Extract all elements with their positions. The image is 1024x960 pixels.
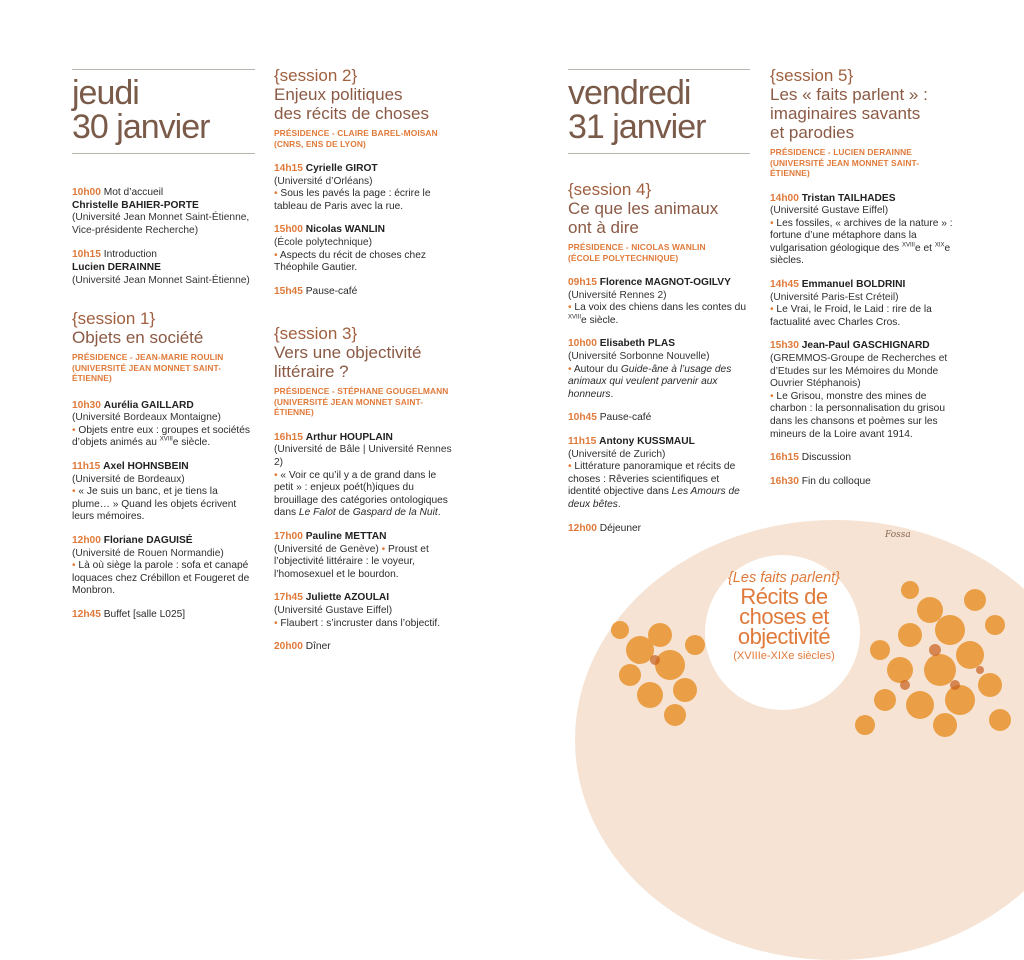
entry-time: 14h15 [274, 163, 303, 174]
talk-title: Flaubert : s’incruster dans l’objectif. [280, 617, 441, 629]
session-4-title-line-1: Ce que les animaux [568, 199, 719, 218]
speaker-name: Nicolas WANLIN [305, 224, 385, 236]
talk-title: e et [914, 242, 935, 254]
work-title: Le Falot [298, 507, 336, 519]
talk-title: Les fossiles, « archives de la nature » : fortune d’une métaphore dans la vulgarisation géologique des [770, 217, 953, 254]
thursday-column-2 [274, 0, 458, 654]
century-numeral: XVIII [901, 242, 915, 249]
entry-label: Fin du colloque [801, 475, 871, 487]
entry-time: 09h15 [568, 277, 597, 288]
session-2-title-line-2: des récits de choses [274, 104, 429, 123]
entry-label: Buffet [salle L025] [103, 608, 186, 620]
day-date: 30 janvier [72, 108, 210, 146]
program-entry [274, 286, 458, 299]
session-3-label: {session 3} [274, 324, 358, 344]
day-name: vendredi [568, 74, 691, 112]
entry-time: 15h30 [770, 340, 799, 352]
century-numeral: XVIII [568, 314, 582, 321]
program-entry [274, 432, 458, 520]
entry-time: 16h15 [770, 452, 799, 464]
bullet-icon: • [274, 249, 278, 261]
artist-signature: Fossa [885, 530, 911, 540]
entry-time: 12h00 [568, 522, 597, 534]
speaker-name: Christelle BAHIER-PORTE [72, 199, 199, 211]
bullet-icon: • [568, 302, 572, 314]
entry-time: 16h30 [770, 475, 799, 487]
entry-time: 11h15 [72, 461, 101, 473]
program-entry [274, 641, 458, 654]
talk-title: . [437, 507, 441, 519]
session-1-title: Objets en société [72, 328, 204, 348]
talk-title: La voix des chiens dans les contes du [574, 302, 747, 314]
bullet-icon: • [72, 486, 76, 498]
chair-line: (CNRS, ENS DE LYON) [274, 138, 366, 149]
speaker-affiliation: (Université Gustave Eiffel) [274, 604, 393, 616]
talk-title: e siècles. [770, 242, 951, 267]
day-bottom-rule [568, 153, 750, 154]
speaker-name: Elisabeth PLAS [599, 338, 676, 350]
entry-time: 15h45 [274, 285, 303, 297]
program-entry [568, 338, 750, 401]
friday-column-2 [770, 0, 955, 488]
session-2-title-line-1: Enjeux politiques [274, 85, 403, 104]
speaker-affiliation: (Université Gustave Eiffel) [770, 205, 889, 217]
bullet-icon: • [274, 469, 278, 481]
title-badge [705, 570, 863, 663]
entry-label: Discussion [801, 452, 851, 464]
talk-title: Le Vrai, le Froid, le Laid : rire de la factualité avec Charles Cros. [770, 304, 932, 328]
session-5-chair [770, 147, 955, 179]
speaker-name: Arthur HOUPLAIN [305, 431, 393, 443]
thursday-column-1 [72, 0, 255, 622]
program-entry [72, 249, 255, 287]
talk-title: « Voir ce qu’il y a de grand dans le petit » : enjeux poét(h)iques du brouillage des catégories ontologiques dans [274, 469, 448, 519]
session-3-chair [274, 386, 458, 418]
session-5-label: {session 5} [770, 66, 854, 85]
bullet-icon: • [274, 617, 278, 629]
speaker-affiliation: (Université Jean Monnet Saint-Étienne) [72, 274, 250, 286]
program-entry [274, 224, 458, 274]
bullet-icon: • [381, 543, 386, 555]
program-entry [770, 452, 955, 465]
badge-line-2: choses et [739, 604, 829, 629]
chair-line: PRÉSIDENCE - STÉPHANE GOUGELMANN [274, 386, 449, 397]
speaker-affiliation: (Université de Bordeaux) [72, 473, 185, 485]
entry-label: Déjeuner [599, 522, 642, 534]
session-2-label: {session 2} [274, 66, 358, 85]
talk-title: Sous les pavés la page : écrire le tableau de Paris avec la rue. [274, 188, 431, 212]
session-1-label: {session 1} [72, 309, 156, 329]
session-3-title-line-2: littéraire ? [274, 362, 349, 382]
speaker-name: Tristan TAILHADES [801, 192, 896, 204]
speaker-affiliation: (Université Rennes 2) [568, 289, 667, 301]
talk-title: Proust et l’objectivité littéraire : le voyeur, l’homosexuel et le bourdon. [274, 543, 429, 580]
speaker-affiliation: (Université de Rouen Normandie) [72, 547, 224, 559]
talk-title: Autour du [573, 363, 621, 375]
program-entry [770, 193, 955, 269]
day-top-rule [72, 69, 255, 70]
session-5-title-line-2: imaginaires savants [770, 104, 921, 123]
bullet-icon: • [72, 560, 76, 572]
chair-line: PRÉSIDENCE - LUCIEN DERAINNE [770, 147, 912, 157]
chair-line: (UNIVERSITÉ JEAN MONNET SAINT-ÉTIENNE) [72, 362, 222, 384]
entry-time: 15h00 [274, 224, 303, 236]
century-numeral: XIX [934, 242, 945, 249]
speaker-affiliation: (GREMMOS-Groupe de Recherches et d’Etudes sur les Mémoires du Monde Ouvrier Stéphanois) [770, 353, 948, 390]
entry-time: 20h00 [274, 641, 303, 653]
bullet-icon: • [72, 424, 76, 436]
speaker-name: Jean-Paul GASCHIGNARD [801, 340, 930, 352]
entry-label: Pause-café [599, 412, 652, 424]
entry-time: 17h00 [274, 531, 303, 542]
bullet-icon: • [770, 304, 774, 316]
speaker-affiliation: (Université de Zurich) [568, 448, 666, 460]
work-title: Les Amours de deux bêtes [568, 486, 740, 510]
bullet-icon: • [770, 390, 774, 402]
speaker-name: Floriane DAGUISÉ [103, 535, 193, 546]
talk-title: Objets entre eux : groupes et sociétés d’objets animés au [72, 424, 251, 449]
talk-title: de [335, 507, 353, 519]
entry-time: 12h00 [72, 535, 101, 546]
speaker-affiliation: (Université Jean Monnet Saint-Étienne, Vice-présidente Recherche) [72, 212, 250, 236]
entry-label: Mot d’accueil [103, 187, 164, 198]
entry-time: 17h45 [274, 592, 303, 604]
speaker-name: Aurélia GAILLARD [103, 399, 194, 411]
program-entry [568, 436, 750, 512]
badge-line-1: Récits de [740, 584, 828, 609]
badge-line-3: objectivité [737, 624, 831, 649]
chair-line: (UNIVERSITÉ JEAN MONNET SAINT-ÉTIENNE) [274, 396, 424, 418]
entry-time: 10h45 [568, 412, 597, 424]
program-entry [568, 277, 750, 327]
talk-title: « Je suis un banc, et je tiens la plume… » Quand les objets écrivent leurs mémoires. [72, 486, 237, 523]
speaker-name: Axel HOHNSBEIN [103, 461, 189, 473]
talk-title: e siècle. [581, 314, 619, 326]
day-top-rule [568, 69, 750, 70]
program-entry [568, 523, 750, 536]
program-entry [72, 461, 255, 524]
speaker-name: Lucien DERAINNE [72, 261, 161, 273]
program-entry [770, 340, 955, 441]
speaker-affiliation: (Université Paris-Est Créteil) [770, 291, 899, 303]
talk-title: Là où siège la parole : sofa et canapé loquaces chez Crébillon et Fougeret de Monbron. [72, 560, 250, 597]
talk-title: Littérature panoramique et récits de choses : Rêveries scientifiques et identité objective dans [568, 461, 736, 498]
work-title: Guide-âne à l’usage des animaux qui veulent parvenir aux honneurs [568, 363, 732, 400]
entry-label: Dîner [305, 641, 331, 653]
session-2-chair [274, 128, 458, 149]
program-entry [72, 535, 255, 598]
session-1-chair [72, 352, 255, 384]
speaker-name: Florence MAGNOT-OGILVY [599, 277, 731, 288]
chair-line: (UNIVERSITÉ JEAN MONNET SAINT-ÉTIENNE) [770, 157, 920, 178]
speaker-name: Antony KUSSMAUL [599, 435, 695, 447]
program-entry [72, 187, 255, 237]
series-name: {Les faits parlent} [727, 570, 841, 586]
entry-time: 14h00 [770, 192, 799, 204]
session-4-chair [568, 242, 750, 263]
program-entry [274, 163, 458, 213]
session-4-label: {session 4} [568, 180, 652, 199]
entry-time: 16h15 [274, 431, 303, 443]
bullet-icon: • [770, 217, 774, 229]
day-bottom-rule [72, 153, 255, 154]
entry-time: 10h00 [568, 338, 597, 350]
program-entry [274, 592, 458, 630]
bullet-icon: • [274, 188, 278, 200]
session-5-title-line-3: et parodies [770, 123, 855, 142]
work-title: Gaspard de la Nuit [352, 507, 438, 519]
day-date: 31 janvier [568, 108, 706, 146]
session-5-title-line-1: Les « faits parlent » : [770, 85, 928, 104]
program-entry [770, 279, 955, 329]
entry-time: 14h45 [770, 279, 799, 291]
speaker-affiliation: (Université d’Orléans) [274, 175, 373, 187]
program-entry [72, 400, 255, 450]
program-entry [568, 412, 750, 425]
talk-title: Le Grisou, monstre des mines de charbon : la personnalisation du grisou dans les chansons et poèmes sur les mineurs de la Loire avant 1914. [770, 390, 945, 440]
chair-line: (ÉCOLE POLYTECHNIQUE) [568, 252, 679, 263]
session-3-title-line-1: Vers une objectivité [274, 343, 422, 363]
entry-time: 10h15 [72, 249, 101, 261]
program-entry [770, 476, 955, 489]
program-entry [274, 531, 458, 581]
friday-column-1 [568, 0, 750, 535]
entry-time: 10h00 [72, 187, 101, 198]
entry-time: 10h30 [72, 399, 101, 411]
speaker-name: Emmanuel BOLDRINI [801, 279, 906, 291]
talk-title: Aspects du récit de choses chez Théophile Gautier. [274, 249, 426, 274]
speaker-name: Pauline METTAN [305, 531, 387, 542]
speaker-name: Juliette AZOULAI [305, 592, 390, 604]
chair-line: PRÉSIDENCE - JEAN-MARIE ROULIN [72, 352, 224, 363]
day-name: jeudi [72, 74, 139, 112]
chair-line: PRÉSIDENCE - NICOLAS WANLIN [568, 242, 706, 252]
talk-title: . [617, 498, 621, 510]
entry-label: Pause-café [305, 285, 358, 297]
talk-title: . [610, 388, 614, 400]
speaker-affiliation: (Université de Genève) [274, 543, 379, 555]
badge-centuries: (XVIIIe-XIXe siècles) [733, 650, 835, 662]
session-4-title-line-2: ont à dire [568, 218, 639, 237]
speaker-affiliation: (Université de Bâle | Université Rennes 2) [274, 444, 452, 469]
speaker-name: Cyrielle GIROT [305, 163, 378, 174]
bullet-icon: • [568, 461, 572, 473]
chair-line: PRÉSIDENCE - CLAIRE BAREL-MOISAN [274, 128, 438, 138]
program-entry [72, 609, 255, 622]
entry-label: Introduction [103, 249, 157, 261]
talk-title: e siècle. [172, 437, 211, 449]
speaker-affiliation: (École polytechnique) [274, 236, 372, 248]
bullet-icon: • [568, 363, 572, 375]
speaker-affiliation: (Université Bordeaux Montaigne) [72, 412, 221, 424]
century-numeral: XVIII [159, 437, 173, 444]
entry-time: 12h45 [72, 608, 101, 620]
entry-time: 11h15 [568, 435, 597, 447]
speaker-affiliation: (Université Sorbonne Nouvelle) [568, 350, 710, 362]
